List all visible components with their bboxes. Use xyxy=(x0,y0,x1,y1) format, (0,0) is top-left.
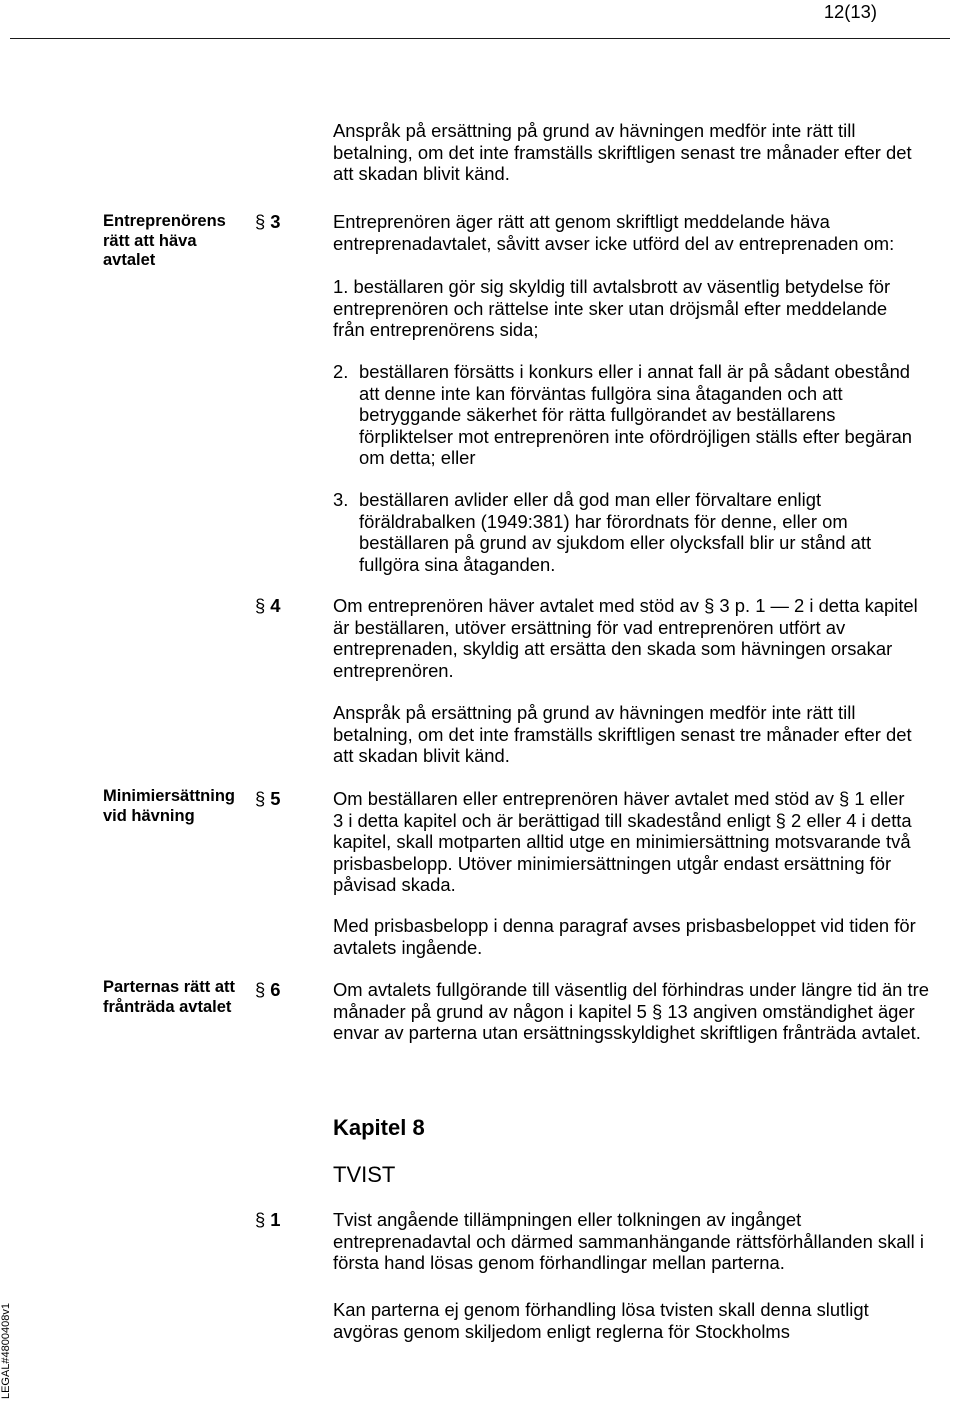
text-line: Entreprenören äger rätt att genom skriftligt meddelande häva xyxy=(333,211,830,232)
section-marker-3 xyxy=(255,211,280,233)
text-line: entreprenadavtal och därmed sammanhängande rättsförhållanden skall i xyxy=(333,1230,924,1252)
arbitration-paragraph xyxy=(333,1299,869,1342)
text-line: beställaren på grund av sjukdom eller olycksfall blir ur stånd att xyxy=(359,532,872,553)
side-heading-line: frånträda avtalet xyxy=(103,997,232,1016)
text-line: fullgöra sina åtaganden. xyxy=(359,553,556,575)
side-heading-minimiersattning xyxy=(103,787,235,826)
side-heading-line: rätt att häva xyxy=(103,231,197,250)
text-line: att skadan blivit känd. xyxy=(333,163,510,184)
dispute-section-1-text xyxy=(333,1209,924,1274)
text-line: första hand lösas genom förhandlingar mellan parterna. xyxy=(333,1252,785,1273)
text-line: förpliktelser mot entreprenören inte ofördröjligen ställs efter begäran xyxy=(359,425,913,447)
section-marker-4 xyxy=(255,595,280,617)
list-item-marker: 2. xyxy=(333,361,349,382)
section-sign: § xyxy=(255,211,266,232)
text-line: Om entreprenören häver avtalet med stöd av § 3 p. 1 — 2 i detta kapitel xyxy=(333,595,918,616)
text-line: påvisad skada. xyxy=(333,874,456,895)
text-line: entreprenören. xyxy=(333,659,454,681)
text-line: Med prisbasbelopp i denna paragraf avses prisbasbeloppet vid tiden för xyxy=(333,915,916,936)
text-line: Om beställaren eller entreprenören häver avtalet med stöd av § 1 eller xyxy=(333,788,905,809)
side-heading-entreprenorens-ratt-att-hava xyxy=(103,212,226,271)
text-line: avgöras genom skiljedom enligt reglerna för Stockholms xyxy=(333,1320,790,1342)
prisbasbelopp-paragraph xyxy=(333,915,916,958)
list-item-marker: 3. xyxy=(333,489,349,510)
text-line: entreprenören och rättelse inte sker utan dröjsmål efter meddelande xyxy=(333,297,888,319)
text-line: envar av parterna utan ersättningsskyldighet skriftligen frånträda avtalet. xyxy=(333,1022,921,1043)
section-sign: § xyxy=(255,788,266,809)
text-line: avtalets ingående. xyxy=(333,936,483,958)
text-line: föräldrabalken (1949:381) har förordnats för denne, eller om xyxy=(359,510,848,532)
list-item-marker: 1. xyxy=(333,276,349,297)
text-line: Anspråk på ersättning på grund av hävningen medför inte rätt till xyxy=(333,120,856,141)
side-heading-line: Entreprenörens xyxy=(103,212,226,230)
section-marker-1 xyxy=(255,1209,280,1231)
text-line: Kan parterna ej genom förhandling lösa tvisten skall denna slutligt xyxy=(333,1299,869,1320)
section-sign: § xyxy=(255,979,266,1000)
text-line: om detta; eller xyxy=(359,447,476,468)
text-line: beställaren avlider eller då god man eller förvaltare enligt xyxy=(359,489,822,510)
section-marker-5 xyxy=(255,788,280,810)
section-marker-6 xyxy=(255,979,280,1001)
text-line: Tvist angående tillämpningen eller tolkningen av ingånget xyxy=(333,1209,802,1230)
section-number: 5 xyxy=(270,788,281,809)
section-sign: § xyxy=(255,595,266,616)
chapter-title: Kapitel 8 xyxy=(333,1115,425,1140)
list-item-2 xyxy=(333,361,912,469)
section-sign: § xyxy=(255,1209,266,1230)
list-item-1 xyxy=(333,276,890,341)
claim-paragraph xyxy=(333,702,912,767)
text-line: beställaren försätts i konkurs eller i annat fall är på sådant obestånd xyxy=(359,361,911,382)
section-3-text xyxy=(333,211,894,254)
section-5-text xyxy=(333,788,912,896)
text-line: 3 i detta kapitel och är berättigad till skadestånd enligt § 2 eller 4 i detta xyxy=(333,809,912,831)
text-line: från entreprenörens sida; xyxy=(333,319,539,340)
section-4-text xyxy=(333,595,918,681)
text-line: att denne inte kan förväntas fullgöra sina åtaganden och att xyxy=(359,382,843,404)
header-rule xyxy=(10,38,950,39)
side-heading-line: avtalet xyxy=(103,251,156,269)
chapter-subtitle: TVIST xyxy=(333,1162,396,1187)
list-item-3 xyxy=(333,489,871,575)
text-line: beställaren gör sig skyldig till avtalsbrott av väsentlig betydelse för xyxy=(353,276,891,297)
section-6-text xyxy=(333,979,929,1044)
text-line: månader på grund av någon i kapitel 5 § 13 angiven omständighet äger xyxy=(333,1000,915,1022)
text-line: Om avtalets fullgörande till väsentlig del förhindras under längre tid än tre xyxy=(333,979,929,1000)
text-line: entreprenaden, skyldig att ersätta den skada som hävningen orsakar xyxy=(333,638,893,659)
text-line: Anspråk på ersättning på grund av hävningen medför inte rätt till xyxy=(333,702,856,723)
section-number: 4 xyxy=(270,595,281,616)
page-number: 12(13) xyxy=(823,1,877,22)
text-line: entreprenadavtalet, såvitt avser icke utförd del av entreprenaden om: xyxy=(333,232,895,254)
side-heading-line: Minimiersättning xyxy=(103,787,236,805)
claim-paragraph xyxy=(333,120,912,185)
text-line: betalning, om det inte framställs skriftligen senast tre månader efter det xyxy=(333,723,912,745)
section-number: 1 xyxy=(270,1209,281,1230)
text-line: betryggande säkerhet för rätta fullgörandet av beställarens xyxy=(359,404,836,425)
text-line: kapitel, skall motparten alltid utge en minimiersättning motsvarande två xyxy=(333,831,911,852)
document-reference: LEGAL#4800408v1 xyxy=(0,1303,12,1400)
text-line: prisbasbelopp. Utöver minimiersättningen utgår endast ersättning för xyxy=(333,852,892,874)
text-line: att skadan blivit känd. xyxy=(333,745,510,766)
list-item-text xyxy=(359,361,912,469)
side-heading-line: Parternas rätt att xyxy=(103,978,236,996)
text-line: är beställaren, utöver ersättning för vad entreprenören utfört av xyxy=(333,616,846,638)
side-heading-parternas-ratt xyxy=(103,978,235,1017)
list-item-first-line xyxy=(333,276,890,298)
side-heading-line: vid hävning xyxy=(103,806,195,825)
section-number: 3 xyxy=(270,211,281,232)
section-number: 6 xyxy=(270,979,281,1000)
text-line: betalning, om det inte framställs skriftligen senast tre månader efter det xyxy=(333,141,912,163)
list-item-text xyxy=(359,489,871,575)
